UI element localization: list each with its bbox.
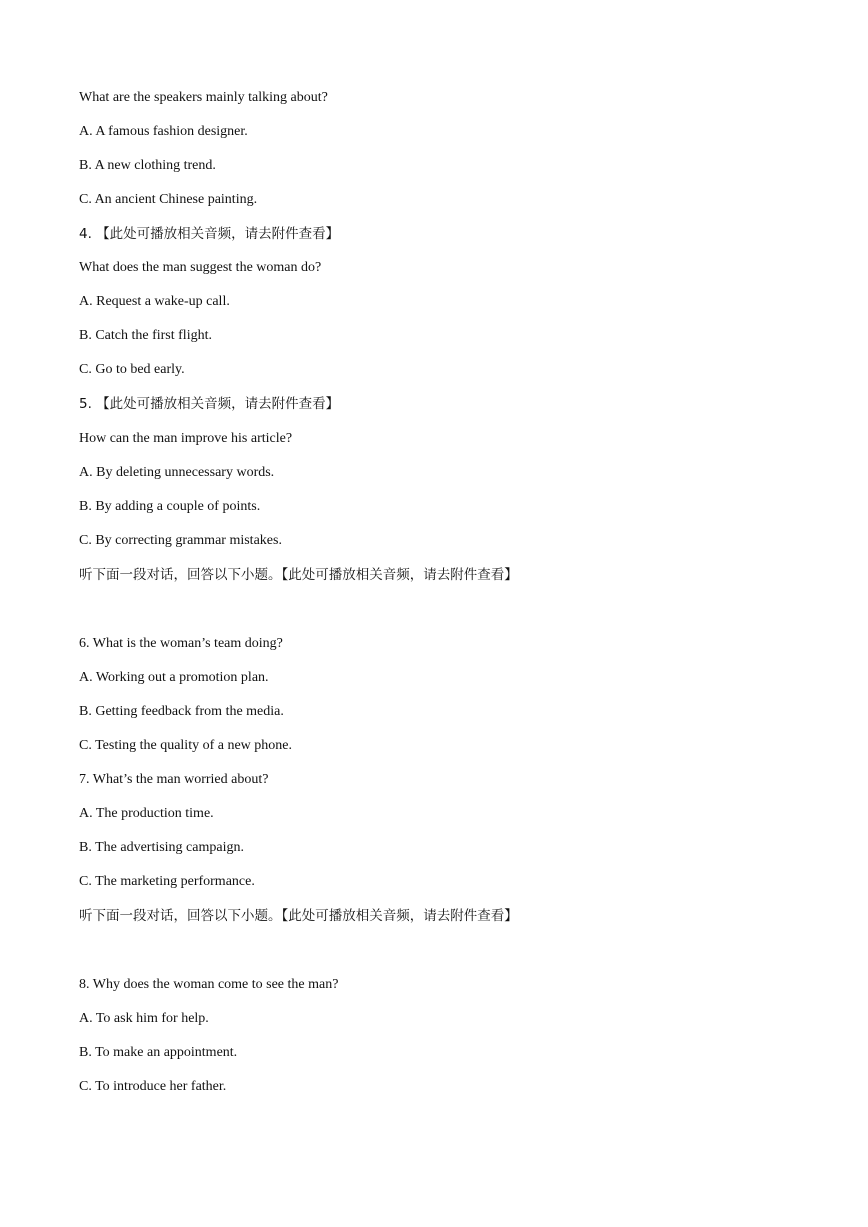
q3-question: What are the speakers mainly talking about? <box>79 90 328 105</box>
q7-option-a: A. The production time. <box>79 806 214 821</box>
q5-option-b: B. By adding a couple of points. <box>79 499 261 514</box>
q8-option-b: B. To make an appointment. <box>79 1045 238 1060</box>
q7-option-b: B. The advertising campaign. <box>79 840 244 855</box>
q8-option-c: C. To introduce her father. <box>79 1079 227 1094</box>
q4-option-c: C. Go to bed early. <box>79 362 185 377</box>
q3-option-b: B. A new clothing trend. <box>79 158 216 173</box>
q3-option-c: C. An ancient Chinese painting. <box>79 192 258 207</box>
q3-option-a: A. A famous fashion designer. <box>79 124 248 139</box>
q4-option-b: B. Catch the first flight. <box>79 328 212 343</box>
q7-question: 7. What’s the man worried about? <box>79 772 269 787</box>
dialogue-instruction-2: 听下面一段对话，回答以下小题。【此处可播放相关音频，请去附件查看】 <box>79 908 518 924</box>
q5-question: How can the man improve his article? <box>79 431 293 446</box>
q6-question: 6. What is the woman’s team doing? <box>79 636 283 651</box>
q8-option-a: A. To ask him for help. <box>79 1011 209 1026</box>
q4-option-a: A. Request a wake-up call. <box>79 294 230 309</box>
q5-audio-note: 5. 【此处可播放相关音频，请去附件查看】 <box>79 396 340 412</box>
dialogue-instruction-1: 听下面一段对话，回答以下小题。【此处可播放相关音频，请去附件查看】 <box>79 567 518 583</box>
q8-question: 8. Why does the woman come to see the man? <box>79 977 339 992</box>
q6-option-a: A. Working out a promotion plan. <box>79 670 269 685</box>
q6-option-c: C. Testing the quality of a new phone. <box>79 738 293 753</box>
q5-option-c: C. By correcting grammar mistakes. <box>79 533 282 548</box>
q4-audio-note: 4. 【此处可播放相关音频，请去附件查看】 <box>79 226 340 242</box>
q7-option-c: C. The marketing performance. <box>79 874 255 889</box>
q4-question: What does the man suggest the woman do? <box>79 260 322 275</box>
q6-option-b: B. Getting feedback from the media. <box>79 704 284 719</box>
q5-option-a: A. By deleting unnecessary words. <box>79 465 275 480</box>
